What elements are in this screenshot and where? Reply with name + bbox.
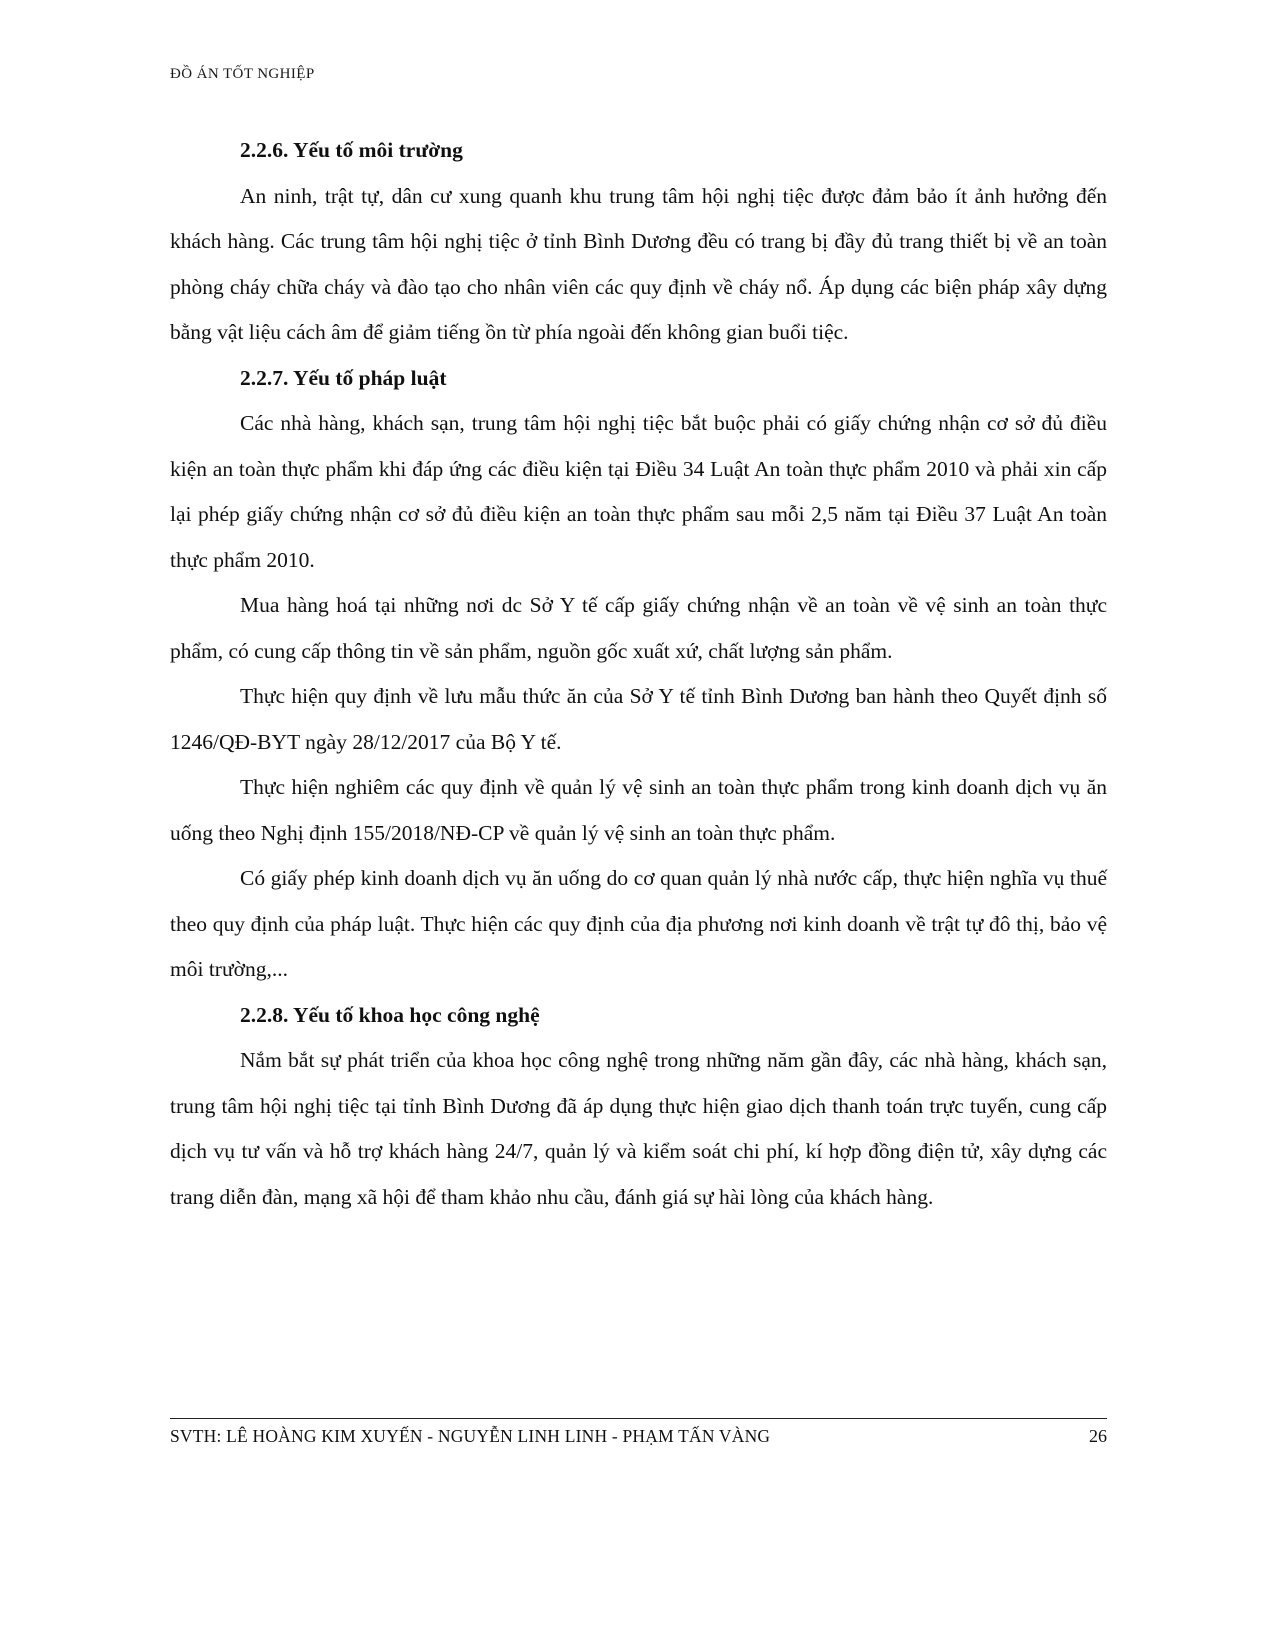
paragraph: Nắm bắt sự phát triển của khoa học công nghệ trong những năm gần đây, các nhà hàng, khách sạn, trung tâm hội nghị tiệc tại tỉnh Bình Dương đã áp dụng thực hiện giao dịch thanh toán trực tuyến, cung cấp dịch vụ tư vấn và hỗ trợ khách hàng 24/7, quản lý và kiểm soát chi phí, kí hợp đồng điện tử, xây dựng các trang diễn đàn, mạng xã hội để tham khảo nhu cầu, đánh giá sự hài lòng của khách hàng.: [170, 1048, 1107, 1209]
paragraph: Thực hiện quy định về lưu mẫu thức ăn của Sở Y tế tỉnh Bình Dương ban hành theo Quyết định số 1246/QĐ-BYT ngày 28/12/2017 của Bộ Y tế.: [170, 684, 1107, 754]
paragraph: Có giấy phép kinh doanh dịch vụ ăn uống do cơ quan quản lý nhà nước cấp, thực hiện nghĩa vụ thuế theo quy định của pháp luật. Thực hiện các quy định của địa phương nơi kinh doanh về trật tự đô thị, bảo vệ môi trường,...: [170, 866, 1107, 981]
section-heading-2-2-7: 2.2.7. Yếu tố pháp luật: [240, 365, 447, 390]
page-footer: [170, 1418, 1107, 1447]
paragraph: Các nhà hàng, khách sạn, trung tâm hội nghị tiệc bắt buộc phải có giấy chứng nhận cơ sở đủ điều kiện an toàn thực phẩm khi đáp ứng các điều kiện tại Điều 34 Luật An toàn thực phẩm 2010 và phải xin cấp lại phép giấy chứng nhận cơ sở đủ điều kiện an toàn thực phẩm sau mỗi 2,5 năm tại Điều 37 Luật An toàn thực phẩm 2010.: [170, 411, 1107, 572]
paragraph: An ninh, trật tự, dân cư xung quanh khu trung tâm hội nghị tiệc được đảm bảo ít ảnh hưởng đến khách hàng. Các trung tâm hội nghị tiệc ở tỉnh Bình Dương đều có trang bị đầy đủ trang thiết bị về an toàn phòng cháy chữa cháy và đào tạo cho nhân viên các quy định về cháy nổ. Áp dụng các biện pháp xây dựng bằng vật liệu cách âm để giảm tiếng ồn từ phía ngoài đến không gian buổi tiệc.: [170, 183, 1107, 344]
section-heading-2-2-6: 2.2.6. Yếu tố môi trường: [240, 138, 463, 162]
paragraph: Thực hiện nghiêm các quy định về quản lý vệ sinh an toàn thực phẩm trong kinh doanh dịch vụ ăn uống theo Nghị định 155/2018/NĐ-CP về quản lý vệ sinh an toàn thực phẩm.: [170, 775, 1107, 845]
paragraph: Mua hàng hoá tại những nơi dc Sở Y tế cấp giấy chứng nhận về an toàn về vệ sinh an toàn thực phẩm, có cung cấp thông tin về sản phẩm, nguồn gốc xuất xứ, chất lượng sản phẩm.: [170, 593, 1107, 663]
running-header: ĐỒ ÁN TỐT NGHIỆP: [170, 66, 315, 82]
section-heading-2-2-8: 2.2.8. Yếu tố khoa học công nghệ: [240, 1002, 540, 1027]
page-number: 26: [1089, 1426, 1107, 1446]
document-body: [170, 128, 1107, 1220]
footer-authors: SVTH: LÊ HOÀNG KIM XUYẾN - NGUYỄN LINH LINH - PHẠM TẤN VÀNG: [170, 1426, 771, 1446]
